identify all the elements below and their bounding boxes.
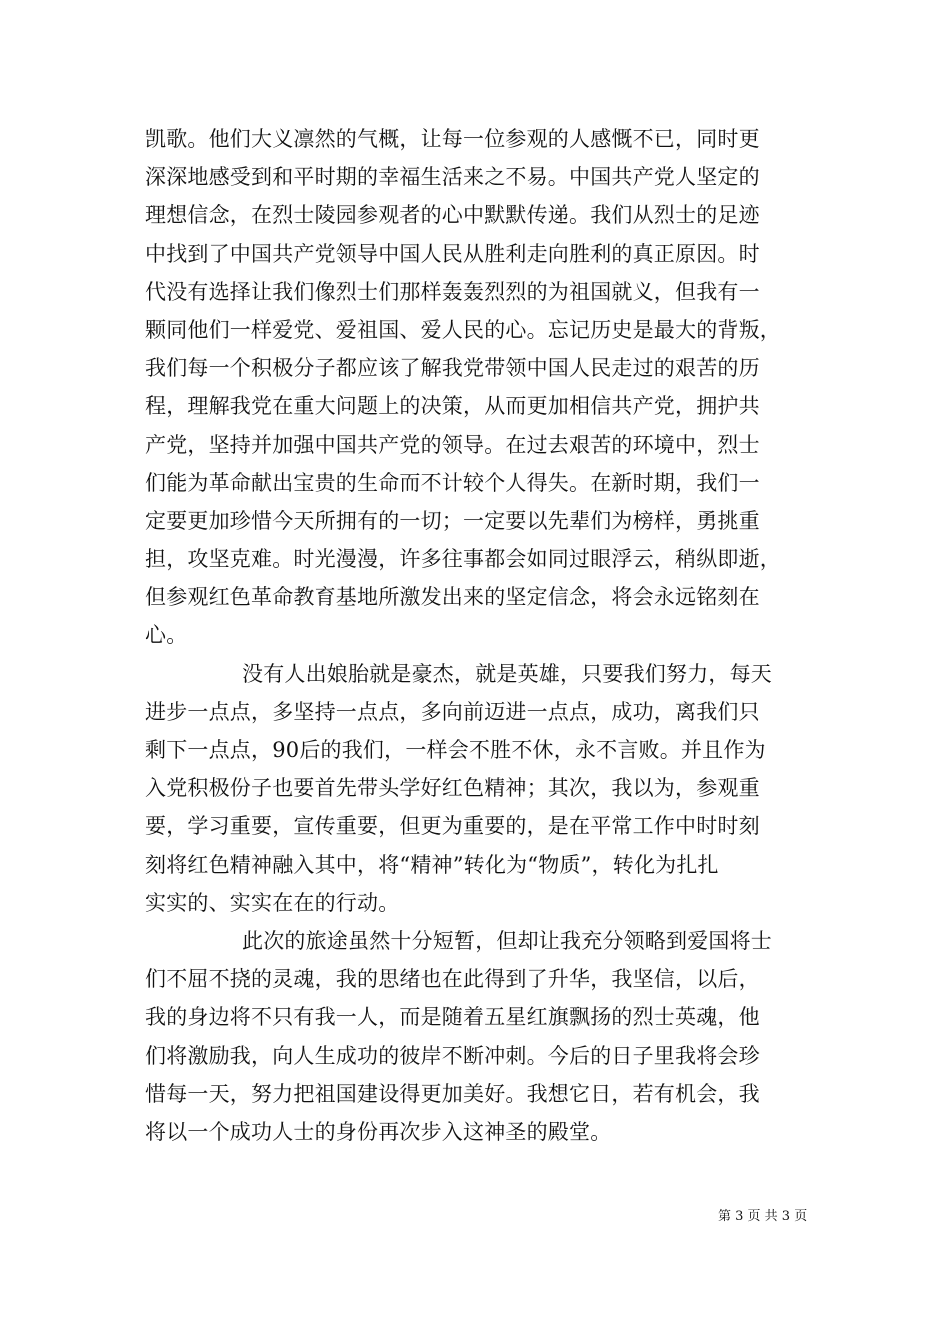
text-line: 刻将红色精神融入其中，将“精神”转化为“物质”，转化为扎扎 bbox=[145, 852, 719, 877]
text-line: 产党，坚持并加强中国共产党的领导。在过去艰苦的环境中，烈士 bbox=[145, 432, 760, 457]
text-line: 入党积极份子也要首先带头学好红色精神；其次，我以为，参观重 bbox=[145, 776, 760, 801]
text-line: 程，理解我党在重大问题上的决策，从而更加相信共产党，拥护共 bbox=[145, 394, 760, 419]
text-line: 实实的、实实在在的行动。 bbox=[145, 890, 400, 915]
text-line: 担，攻坚克难。时光漫漫，许多往事都会如同过眼浮云，稍纵即逝， bbox=[145, 547, 781, 572]
text-line: 中找到了中国共产党领导中国人民从胜利走向胜利的真正原因。时 bbox=[145, 241, 760, 266]
page-number-footer: 第 3 页 共 3 页 bbox=[718, 1209, 808, 1224]
text-line: 将以一个成功人士的身份再次步入这神圣的殿堂。 bbox=[145, 1119, 612, 1144]
text-line: 颗同他们一样爱党、爱祖国、爱人民的心。忘记历史是最大的背叛， bbox=[145, 317, 781, 342]
text-line: 我的身边将不只有我一人，而是随着五星红旗飘扬的烈士英魂，他 bbox=[145, 1005, 760, 1030]
text-line: 但参观红色革命教育基地所激发出来的坚定信念，将会永远铭刻在 bbox=[145, 585, 760, 610]
text-line: 们不屈不挠的灵魂，我的思绪也在此得到了升华，我坚信，以后， bbox=[145, 967, 760, 992]
text-line: 定要更加珍惜今天所拥有的一切；一定要以先辈们为榜样，勇挑重 bbox=[145, 508, 760, 533]
text-line: 深深地感受到和平时期的幸福生活来之不易。中国共产党人坚定的 bbox=[145, 165, 760, 190]
text-line: 剩下一点点，90后的我们，一样会不胜不休，永不言败。并且作为 bbox=[145, 738, 766, 762]
text-line: 惜每一天，努力把祖国建设得更加美好。我想它日，若有机会，我 bbox=[145, 1081, 760, 1106]
text-line: 代没有选择让我们像烈士们那样轰轰烈烈的为祖国就义，但我有一 bbox=[145, 279, 760, 304]
text-line: 心。 bbox=[145, 623, 188, 648]
text-line: 理想信念，在烈士陵园参观者的心中默默传递。我们从烈士的足迹 bbox=[145, 203, 760, 228]
text-line: 凯歌。他们大义凛然的气概，让每一位参观的人感慨不已，同时更 bbox=[145, 127, 760, 151]
text-line: 们将激励我，向人生成功的彼岸不断冲刺。今后的日子里我将会珍 bbox=[145, 1043, 760, 1068]
text-line: 我们每一个积极分子都应该了解我党带领中国人民走过的艰苦的历 bbox=[145, 356, 760, 381]
text-line: 进步一点点，多坚持一点点，多向前迈进一点点，成功，离我们只 bbox=[145, 699, 760, 724]
paragraph-first-line: 没有人出娘胎就是豪杰，就是英雄，只要我们努力，每天 bbox=[242, 661, 772, 686]
paragraph-first-line: 此次的旅途虽然十分短暂，但却让我充分领略到爱国将士 bbox=[242, 928, 772, 953]
body-text bbox=[145, 120, 810, 1151]
text-line: 要，学习重要，宣传重要，但更为重要的，是在平常工作中时时刻 bbox=[145, 814, 760, 839]
text-line: 们能为革命献出宝贵的生命而不计较个人得失。在新时期，我们一 bbox=[145, 470, 760, 495]
